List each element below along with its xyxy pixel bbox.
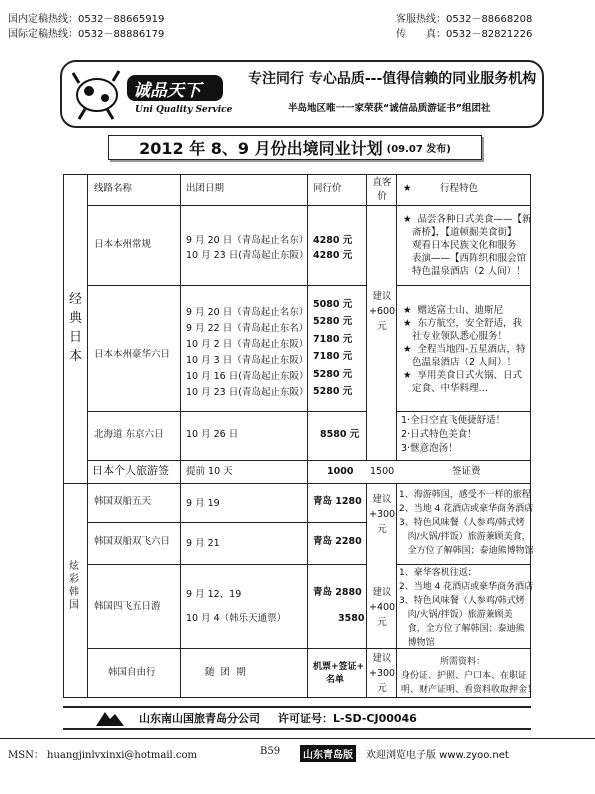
- feature-line: ★ 全程当地四-五星酒店，特: [403, 344, 526, 355]
- domestic-hotline: 国内定稿热线：0532－88665919: [8, 14, 165, 25]
- depart-date: 10 月 2 日（青岛起止东阪）: [186, 339, 309, 350]
- header-feature: 行程特色: [440, 183, 479, 194]
- logo-english-text: Uni Quality Service: [135, 105, 233, 115]
- trade-price: 4280 元: [313, 235, 353, 246]
- header-route: 线路名称: [94, 183, 133, 194]
- trade-price: 名单: [326, 675, 345, 685]
- trade-price: 8580 元: [320, 429, 360, 440]
- feature-line: 社专业领队悉心服务！: [403, 331, 508, 342]
- service-hotline: 客服热线：0532－88668208: [396, 14, 533, 25]
- retail-price: 建议 +400 元: [369, 587, 396, 628]
- fax-number: 传 真：0532－82821226: [396, 29, 533, 40]
- feature-line: 所需资料：: [440, 657, 486, 667]
- trade-price: 青岛 2880: [313, 587, 362, 598]
- feature-line: 定食、中华料理…: [403, 383, 489, 394]
- feature-line: 食，全方位了解韩国；泰迪熊: [399, 624, 525, 634]
- route-name: 北海道 东京六日: [94, 429, 164, 440]
- msn-contact: MSN： huangjinlvxinxi@hotmail.com: [8, 750, 198, 761]
- feature-line: 1、豪华客机往返；: [399, 568, 477, 578]
- international-hotline: 国际定稿热线：0532－88886179: [8, 29, 165, 40]
- company-footer: [63, 706, 531, 730]
- website-link[interactable]: 欢迎浏览电子版 www.zyoo.net: [366, 750, 509, 761]
- feature-line: 肉/火锅/拌饭）旅游兼顾美: [399, 610, 513, 620]
- header-star-icon: ★: [403, 183, 412, 194]
- feature-line: 3·惬意泡汤！: [401, 443, 458, 454]
- header-date: 出团日期: [186, 183, 225, 194]
- feature-line: 1、海游韩国，感受不一样的旅程: [399, 490, 531, 500]
- retail-price: 建议 +300 元: [369, 494, 396, 535]
- page-title: 2012 年 8、9 月份出境同业计划: [139, 139, 383, 158]
- feature-line: 肉/火锅/拌饭）旅游兼顾美食，: [399, 532, 531, 542]
- depart-date: 10 月 26 日: [186, 429, 239, 440]
- trade-price: 5280 元: [313, 369, 353, 380]
- feature-line: 1·全日空直飞便捷舒适！: [401, 415, 506, 426]
- route-name: 韩国双船双飞六日: [94, 536, 171, 547]
- header-retail: 直客 价: [372, 177, 392, 202]
- feature-line: 斋桥】，【道顿掘美食街】: [403, 227, 517, 238]
- company-name: 山东南山国旅青岛分公司: [139, 712, 260, 725]
- section-japan: 经 典 日 本: [69, 292, 83, 364]
- feature-line: 表演——【西阵织和服会馆: [403, 253, 527, 264]
- route-name: 韩国自由行: [108, 667, 156, 678]
- depart-date: 9 月 20 日（青岛起止名东）: [186, 307, 309, 318]
- feature-line: 身份证、护照、户口本、在职证: [401, 671, 528, 681]
- feature-line: 全方位了解韩国；泰迪熊博物馆: [399, 546, 534, 556]
- feature-line: 色温泉酒店（2 人间）！: [403, 357, 517, 368]
- feature-line: 2、当地 4 花酒店或豪华商务酒店: [399, 504, 534, 514]
- trade-price: 青岛 1280: [313, 496, 362, 507]
- trade-price: 机票+签证+: [313, 662, 365, 672]
- depart-date: 10 月 3 日（青岛起止东阪）: [186, 355, 309, 366]
- depart-date: 10 月 16 日(青岛起止东阪）: [186, 371, 309, 382]
- retail-price: 1500: [370, 466, 395, 477]
- route-name: 日本本州豪华六日: [94, 349, 171, 360]
- section-korea: 炫 彩 韩 国: [69, 561, 79, 611]
- trade-price: 5280 元: [313, 316, 353, 327]
- route-name: 日本本州常规: [94, 239, 152, 250]
- feature-line: 签证费: [452, 466, 481, 477]
- bottom-divider: [0, 738, 595, 739]
- depart-date: 9 月 22 日（青岛起止东名）: [186, 323, 309, 334]
- sub-slogan: 半岛地区唯一一家荣获“诚信品质游证书”组团社: [288, 103, 491, 114]
- feature-line: 明、财产证明、看资料收取押金！: [401, 685, 537, 695]
- trade-price: 3580: [338, 613, 365, 624]
- feature-line: 观看日本民族文化和服务: [403, 240, 517, 251]
- publish-date: (09.07 发布): [386, 144, 451, 155]
- feature-line: ★ 东方航空，安全舒适，我: [403, 318, 523, 329]
- trade-price: 7180 元: [313, 334, 353, 345]
- trade-price: 7180 元: [313, 351, 353, 362]
- feature-line: ★ 品尝各种日式美食——【新: [403, 214, 532, 225]
- depart-date: 10 月 23 日(青岛起止东阪）: [186, 387, 309, 398]
- slogan: 专注同行 专心品质---值得信赖的同业服务机构: [248, 71, 537, 87]
- depart-date: 10 月 4（韩乐天通票）: [186, 613, 287, 624]
- trade-price: 1000: [327, 466, 354, 477]
- feature-line: 特色温泉酒店（2 人间）！: [403, 266, 526, 277]
- depart-date: 随 团 期: [205, 667, 246, 678]
- feature-line: ★ 赠送富士山、迪斯尼: [403, 305, 504, 316]
- header-price: 同行价: [313, 183, 342, 194]
- route-name: 韩国四飞五日游: [94, 601, 161, 612]
- page-title-box: [108, 135, 482, 160]
- depart-date: 9 月 21: [186, 538, 220, 549]
- depart-date: 9 月 12、19: [186, 589, 242, 600]
- trade-price: 4280 元: [313, 250, 353, 261]
- company-logo: [65, 65, 233, 123]
- header-banner: [60, 60, 544, 128]
- feature-line: 3、特色风味餐（人参鸡/韩式烤: [399, 596, 525, 606]
- feature-line: ★ 享用美食日式火锅、日式: [403, 370, 523, 381]
- license-number: 许可证号：L-SD-CJ00046: [278, 712, 417, 725]
- logo-chinese-text: 诚品天下: [133, 81, 201, 101]
- feature-line: 博物馆: [399, 638, 435, 648]
- mountain-logo-icon: [95, 709, 125, 727]
- edition-badge: 山东青岛版: [300, 745, 356, 762]
- depart-date: 9 月 19: [186, 498, 220, 509]
- depart-date: 提前 10 天: [186, 466, 233, 477]
- feature-line: 3、特色风味餐（人参鸡/韩式烤: [399, 518, 525, 528]
- trade-price: 5080 元: [313, 299, 353, 310]
- route-name: 日本个人旅游签: [92, 464, 169, 477]
- depart-date: 9 月 20 日（青岛起止名东）: [186, 235, 309, 246]
- trade-price: 青岛 2280: [313, 536, 362, 547]
- feature-line: 2·日式特色美食！: [401, 429, 477, 440]
- depart-date: 10 月 23 日(青岛起止东阪）: [186, 250, 309, 261]
- japan-retail-price: 建议 +600 元: [369, 291, 396, 332]
- trade-price: 5280 元: [313, 386, 353, 397]
- retail-price: 建议 +300 元: [369, 653, 396, 694]
- page-number: B59: [260, 746, 281, 757]
- route-name: 韩国双船五天: [94, 496, 152, 507]
- feature-line: 2、当地 4 花酒店或豪华商务酒店: [399, 582, 534, 592]
